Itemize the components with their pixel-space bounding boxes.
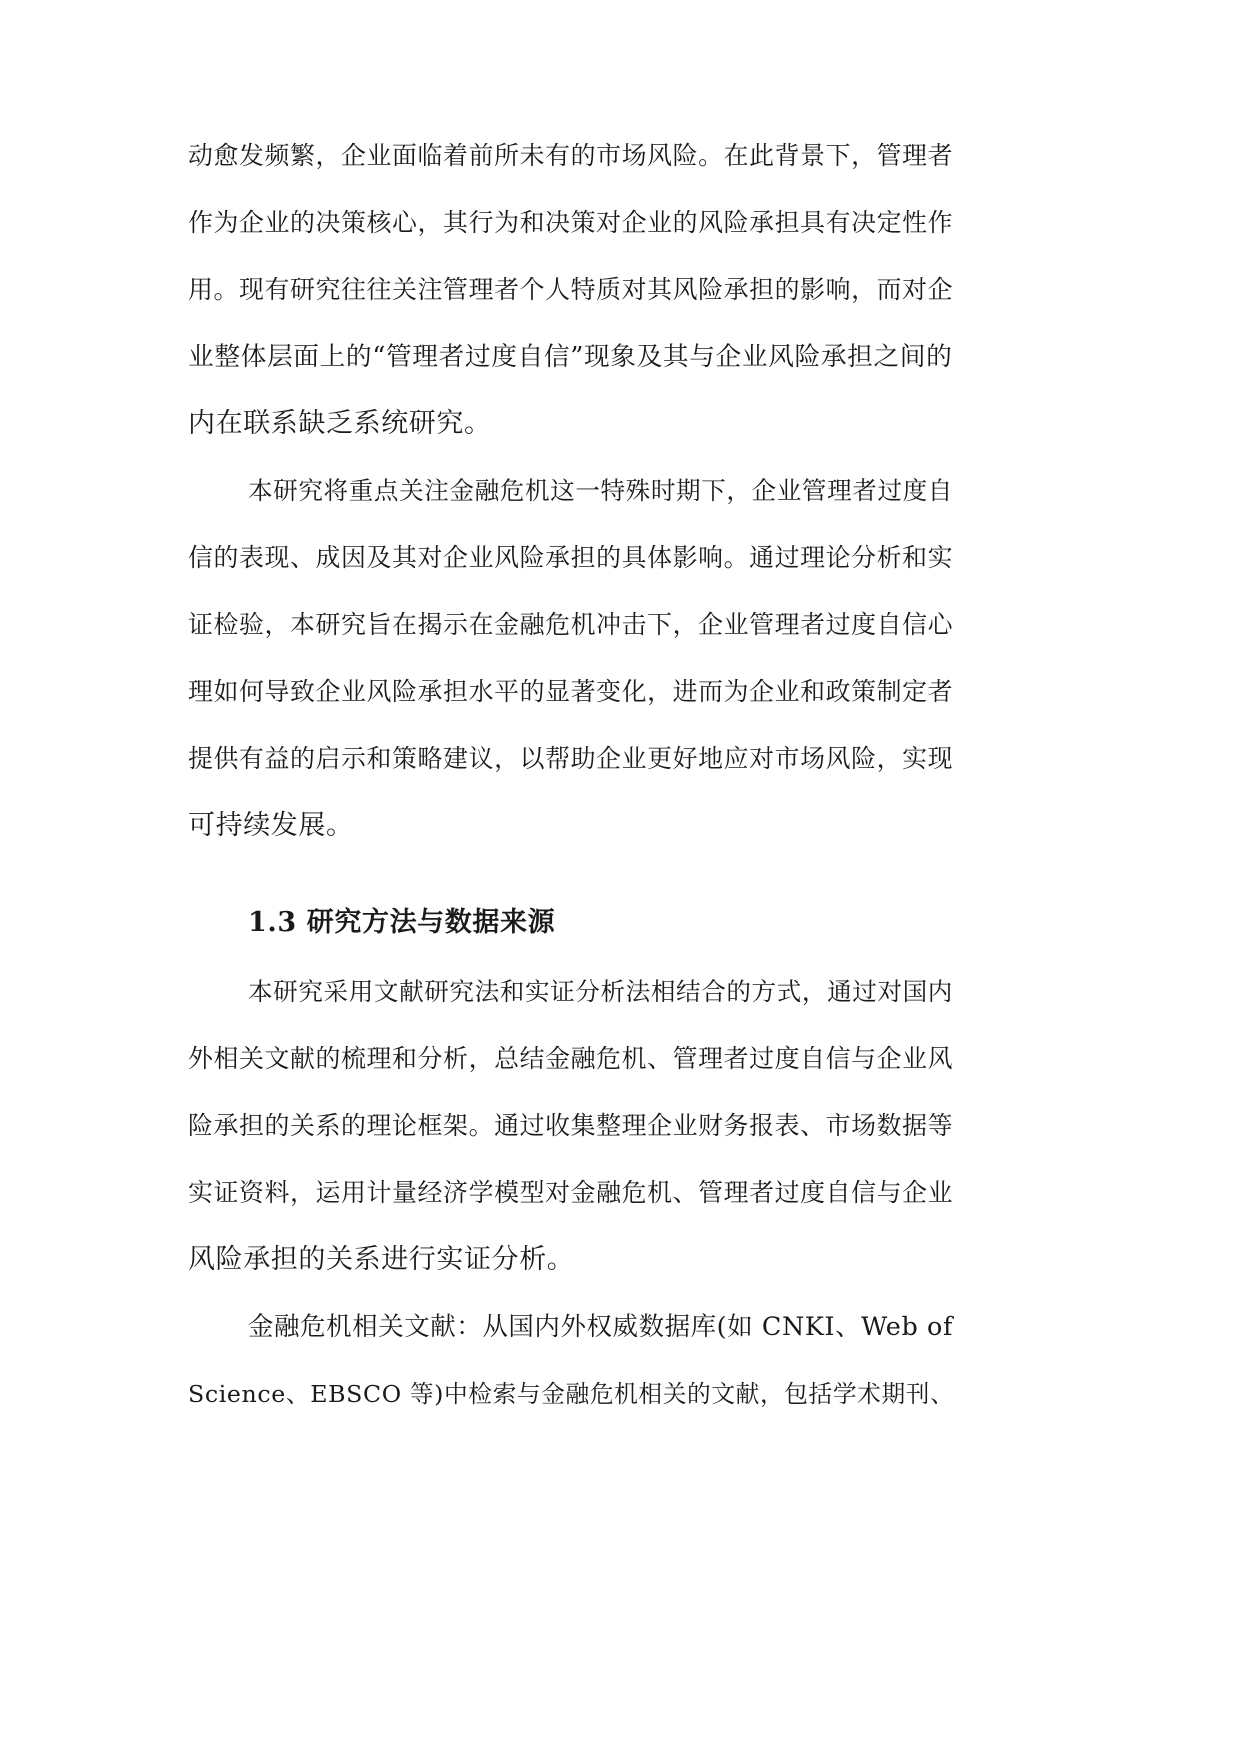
paragraph-2-line-4: 理如何导致企业风险承担水平的显著变化，进而为企业和政策制定者: [188, 677, 954, 706]
paragraph-1-line-5: 内在联系缺乏系统研究。: [188, 408, 492, 439]
paragraph-4-line-1: 金融危机相关文献：从国内外权威数据库(如 CNKI、Web of: [248, 1312, 953, 1342]
paragraph-3-line-2: 外相关文献的梳理和分析，总结金融危机、管理者过度自信与企业风: [188, 1044, 954, 1073]
paragraph-3-line-3: 险承担的关系的理论框架。通过收集整理企业财务报表、市场数据等: [188, 1111, 954, 1140]
paragraph-3-line-4: 实证资料，运用计量经济学模型对金融危机、管理者过度自信与企业: [188, 1178, 954, 1207]
paragraph-3-line-5: 风险承担的关系进行实证分析。: [188, 1244, 575, 1275]
paragraph-3-line-1: 本研究采用文献研究法和实证分析法相结合的方式，通过对国内: [248, 977, 953, 1006]
paragraph-2-line-3: 证检验，本研究旨在揭示在金融危机冲击下，企业管理者过度自信心: [188, 610, 954, 639]
paragraph-1-line-3: 用。现有研究往往关注管理者个人特质对其风险承担的影响，而对企: [188, 275, 954, 304]
paragraph-1-line-1: 动愈发频繁，企业面临着前所未有的市场风险。在此背景下，管理者: [188, 141, 954, 170]
paragraph-2-line-1: 本研究将重点关注金融危机这一特殊时期下，企业管理者过度自: [248, 476, 953, 505]
section-heading: 1.3 研究方法与数据来源: [248, 907, 556, 938]
paragraph-1-line-2: 作为企业的决策核心，其行为和决策对企业的风险承担具有决定性作: [188, 208, 954, 237]
paragraph-2-line-5: 提供有益的启示和策略建议，以帮助企业更好地应对市场风险，实现: [188, 744, 954, 773]
paragraph-1-line-4: 业整体层面上的“管理者过度自信”现象及其与企业风险承担之间的: [188, 342, 953, 372]
paragraph-4-line-2: Science、EBSCO 等)中检索与金融危机相关的文献，包括学术期刊、: [188, 1380, 955, 1408]
paragraph-2-line-2: 信的表现、成因及其对企业风险承担的具体影响。通过理论分析和实: [188, 543, 954, 572]
paragraph-2-line-6: 可持续发展。: [188, 810, 354, 841]
